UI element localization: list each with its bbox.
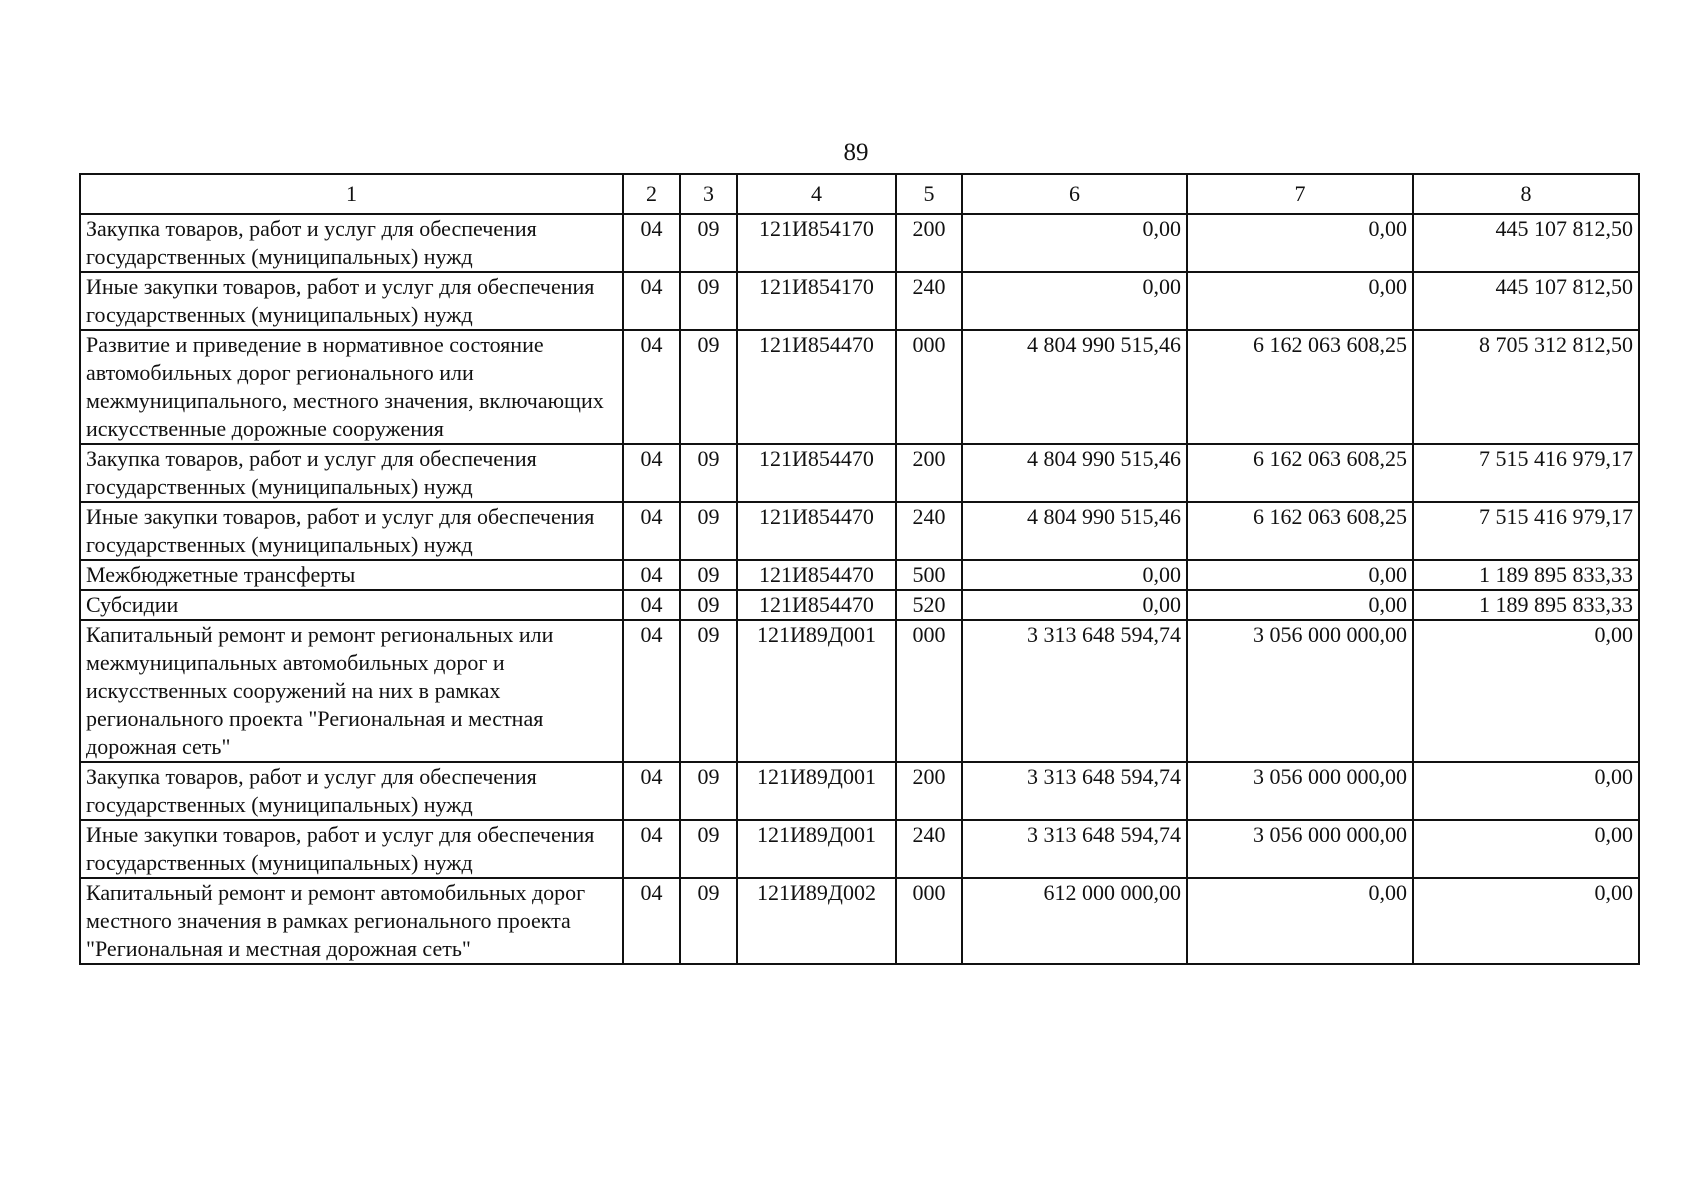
subsection-code: 09 — [680, 878, 737, 964]
amount-col6: 4 804 990 515,46 — [962, 444, 1187, 502]
amount-col7: 0,00 — [1187, 214, 1413, 272]
amount-col6: 4 804 990 515,46 — [962, 330, 1187, 444]
amount-col6: 612 000 000,00 — [962, 878, 1187, 964]
amount-col8: 0,00 — [1413, 762, 1639, 820]
amount-col6: 3 313 648 594,74 — [962, 762, 1187, 820]
amount-col7: 3 056 000 000,00 — [1187, 820, 1413, 878]
expense-type-code: 240 — [896, 502, 962, 560]
row-name: Иные закупки товаров, работ и услуг для обеспечения государственных (муниципальных) нужд — [80, 272, 623, 330]
amount-col7: 3 056 000 000,00 — [1187, 620, 1413, 762]
table-row — [80, 330, 1639, 444]
amount-col6: 3 313 648 594,74 — [962, 820, 1187, 878]
section-code: 04 — [623, 820, 680, 878]
target-article-code: 121И89Д001 — [737, 620, 896, 762]
section-code: 04 — [623, 330, 680, 444]
row-name: Закупка товаров, работ и услуг для обеспечения государственных (муниципальных) нужд — [80, 444, 623, 502]
target-article-code: 121И854470 — [737, 502, 896, 560]
target-article-code: 121И854470 — [737, 330, 896, 444]
column-header: 7 — [1187, 174, 1413, 214]
subsection-code: 09 — [680, 620, 737, 762]
expense-type-code: 000 — [896, 330, 962, 444]
amount-col6: 4 804 990 515,46 — [962, 502, 1187, 560]
amount-col8: 445 107 812,50 — [1413, 214, 1639, 272]
amount-col8: 7 515 416 979,17 — [1413, 502, 1639, 560]
amount-col6: 0,00 — [962, 272, 1187, 330]
table-row — [80, 878, 1639, 964]
subsection-code: 09 — [680, 502, 737, 560]
row-name: Развитие и приведение в нормативное состояние автомобильных дорог регионального или межмуниципального, местного значения, включающих искусственные дорожные сооружения — [80, 330, 623, 444]
column-header: 1 — [80, 174, 623, 214]
column-header: 5 — [896, 174, 962, 214]
table-row — [80, 590, 1639, 620]
expense-type-code: 000 — [896, 620, 962, 762]
column-header: 2 — [623, 174, 680, 214]
section-code: 04 — [623, 502, 680, 560]
subsection-code: 09 — [680, 214, 737, 272]
amount-col6: 0,00 — [962, 214, 1187, 272]
column-header: 4 — [737, 174, 896, 214]
subsection-code: 09 — [680, 590, 737, 620]
section-code: 04 — [623, 762, 680, 820]
budget-table — [79, 173, 1640, 965]
page-number: 89 — [843, 139, 869, 166]
row-name: Межбюджетные трансферты — [80, 560, 623, 590]
amount-col8: 0,00 — [1413, 820, 1639, 878]
section-code: 04 — [623, 560, 680, 590]
amount-col8: 0,00 — [1413, 878, 1639, 964]
amount-col7: 6 162 063 608,25 — [1187, 444, 1413, 502]
target-article-code: 121И854470 — [737, 560, 896, 590]
row-name: Иные закупки товаров, работ и услуг для обеспечения государственных (муниципальных) нужд — [80, 820, 623, 878]
section-code: 04 — [623, 590, 680, 620]
section-code: 04 — [623, 272, 680, 330]
amount-col8: 0,00 — [1413, 620, 1639, 762]
expense-type-code: 500 — [896, 560, 962, 590]
amount-col7: 6 162 063 608,25 — [1187, 502, 1413, 560]
amount-col8: 7 515 416 979,17 — [1413, 444, 1639, 502]
table-row — [80, 444, 1639, 502]
amount-col7: 6 162 063 608,25 — [1187, 330, 1413, 444]
expense-type-code: 200 — [896, 762, 962, 820]
amount-col7: 0,00 — [1187, 272, 1413, 330]
expense-type-code: 240 — [896, 820, 962, 878]
amount-col8: 1 189 895 833,33 — [1413, 590, 1639, 620]
expense-type-code: 200 — [896, 444, 962, 502]
section-code: 04 — [623, 444, 680, 502]
table-row — [80, 762, 1639, 820]
row-name: Закупка товаров, работ и услуг для обеспечения государственных (муниципальных) нужд — [80, 214, 623, 272]
subsection-code: 09 — [680, 762, 737, 820]
expense-type-code: 520 — [896, 590, 962, 620]
section-code: 04 — [623, 214, 680, 272]
target-article-code: 121И854170 — [737, 214, 896, 272]
row-name: Капитальный ремонт и ремонт региональных или межмуниципальных автомобильных дорог и искусственных сооружений на них в рамках регионального проекта "Региональная и местная дорожная сеть" — [80, 620, 623, 762]
amount-col6: 0,00 — [962, 560, 1187, 590]
amount-col7: 0,00 — [1187, 878, 1413, 964]
expense-type-code: 240 — [896, 272, 962, 330]
amount-col8: 1 189 895 833,33 — [1413, 560, 1639, 590]
section-code: 04 — [623, 620, 680, 762]
amount-col7: 0,00 — [1187, 590, 1413, 620]
amount-col6: 3 313 648 594,74 — [962, 620, 1187, 762]
row-name: Закупка товаров, работ и услуг для обеспечения государственных (муниципальных) нужд — [80, 762, 623, 820]
subsection-code: 09 — [680, 330, 737, 444]
target-article-code: 121И89Д002 — [737, 878, 896, 964]
amount-col8: 8 705 312 812,50 — [1413, 330, 1639, 444]
row-name: Капитальный ремонт и ремонт автомобильных дорог местного значения в рамках регионального проекта "Региональная и местная дорожная сеть" — [80, 878, 623, 964]
row-name: Субсидии — [80, 590, 623, 620]
subsection-code: 09 — [680, 560, 737, 590]
target-article-code: 121И854470 — [737, 590, 896, 620]
table-row — [80, 272, 1639, 330]
subsection-code: 09 — [680, 444, 737, 502]
section-code: 04 — [623, 878, 680, 964]
header-row — [80, 174, 1639, 214]
amount-col7: 3 056 000 000,00 — [1187, 762, 1413, 820]
table-row — [80, 620, 1639, 762]
subsection-code: 09 — [680, 272, 737, 330]
amount-col6: 0,00 — [962, 590, 1187, 620]
column-header: 6 — [962, 174, 1187, 214]
table-row — [80, 502, 1639, 560]
amount-col7: 0,00 — [1187, 560, 1413, 590]
table-row — [80, 560, 1639, 590]
target-article-code: 121И854470 — [737, 444, 896, 502]
expense-type-code: 200 — [896, 214, 962, 272]
amount-col8: 445 107 812,50 — [1413, 272, 1639, 330]
subsection-code: 09 — [680, 820, 737, 878]
table-row — [80, 820, 1639, 878]
target-article-code: 121И89Д001 — [737, 762, 896, 820]
target-article-code: 121И89Д001 — [737, 820, 896, 878]
row-name: Иные закупки товаров, работ и услуг для обеспечения государственных (муниципальных) нужд — [80, 502, 623, 560]
target-article-code: 121И854170 — [737, 272, 896, 330]
expense-type-code: 000 — [896, 878, 962, 964]
column-header: 3 — [680, 174, 737, 214]
column-header: 8 — [1413, 174, 1639, 214]
table-row — [80, 214, 1639, 272]
